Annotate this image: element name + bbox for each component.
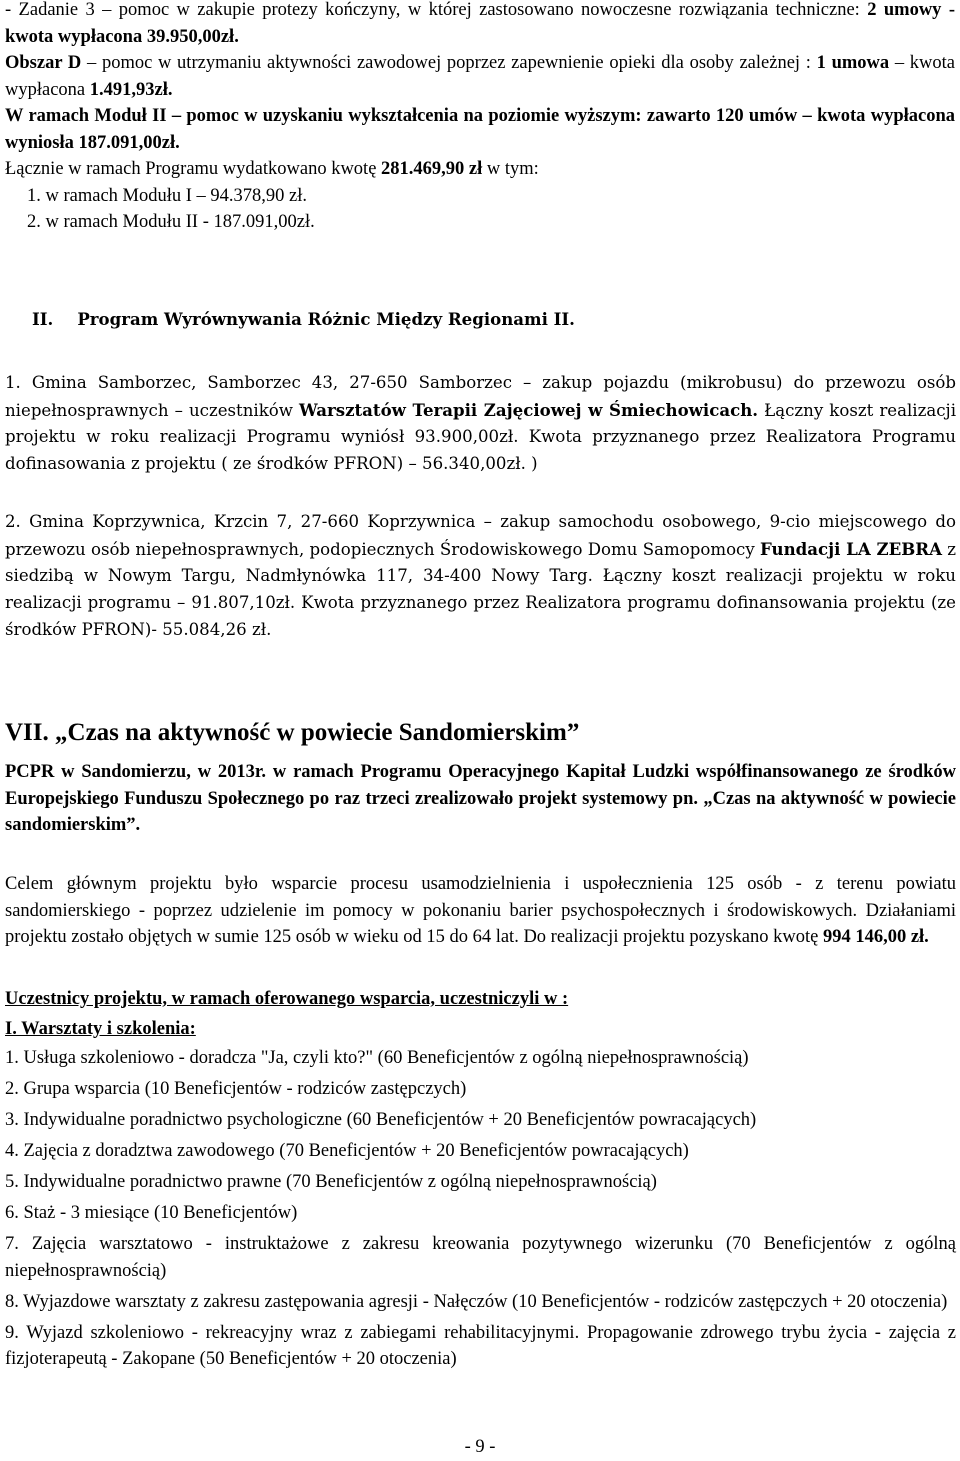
list-item: 1. w ramach Modułu I – 94.378,90 zł. (27, 185, 308, 206)
list-item: 3. Indywidualne poradnictwo psychologiczne (60 Beneficjentów + 20 Beneficjentów powracających) (5, 1110, 757, 1130)
section-ii-number: II. (32, 309, 54, 329)
lacznie-paragraph: Łącznie w ramach Programu wydatkowano kwotę 281.469,90 zł w tym: (5, 159, 539, 179)
list-item: 5. Indywidualne poradnictwo prawne (70 Beneficjentów z ogólną niepełnosprawnością) (5, 1172, 657, 1192)
obszar-d-paragraph: Obszar D – pomoc w utrzymaniu aktywności zawodowej poprzez zapewnienie opieki dla osoby zależnej : 1 umowa – kwota wypłacona 1.491,93zł. (5, 53, 955, 100)
page-number: - 9 - (464, 1437, 496, 1457)
modul-ii-paragraph: W ramach Moduł II – pomoc w uzyskaniu wykształcenia na poziomie wyższym: zawarto 120 umów – kwota wypłacona wyniosła 187.091,00zł. (5, 106, 955, 153)
zadanie3-paragraph: - Zadanie 3 – pomoc w zakupie protezy kończyny, w której zastosowano nowoczesne rozwiązania techniczne: 2 umowy - kwota wypłacona 39.950,00zł. (5, 0, 955, 47)
gmina-koprzywnica-paragraph: 2. Gmina Koprzywnica, Krzcin 7, 27-660 Koprzywnica – zakup samochodu osobowego, 9-cio miejscowego do przewozu osób niepełnosprawnych, podopiecznych Środowiskowego Domu Samopomocy Fundacji LA ZEBRA z siedzibą w Nowym Targu, Nadmłynówka 117, 34-400 Nowy Targ. Łączny koszt realizacji projektu w roku realizacji programu – 91.807,10zł. Kwota przyznanego przez Realizatora programu dofinansowania projektu (ze środków PFRON)- 55.084,26 zł. (5, 512, 956, 639)
list-item: 9. Wyjazd szkoleniowo - rekreacyjny wraz z zabiegami rehabilitacyjnymi. Propagowanie zdrowego trybu życia - zajęcia z fizjoterapeutą - Zakopane (50 Beneficjentów + 20 otoczenia) (5, 1322, 956, 1369)
section-ii-title: Program Wyrównywania Różnic Między Regionami II. (77, 309, 575, 329)
modul-list (5, 183, 955, 236)
list-item: 2. Grupa wsparcia (10 Beneficjentów - rodziców zastępczych) (5, 1079, 467, 1099)
gmina-samborzec-paragraph: 1. Gmina Samborzec, Samborzec 43, 27-650 Samborzec – zakup pojazdu (mikrobusu) do przewozu osób niepełnosprawnych – uczestników Warsztatów Terapii Zajęciowej w Śmiechowicach. Łączny koszt realizacji projektu w roku realizacji Programu wyniósł 93.900,00zł. Kwota przyznanego przez Realizatora Programu dofinasowania z projektu ( ze środków PFRON) – 56.340,00zł. ) (5, 373, 956, 474)
section-vii-heading: VII. „Czas na aktywność w powiecie Sandomierskim” (5, 719, 580, 746)
workshops-list (5, 1045, 956, 1373)
participants-heading: Uczestnicy projektu, w ramach oferowanego wsparcia, uczestniczyli w : (5, 989, 569, 1009)
list-item: 2. w ramach Modułu II - 187.091,00zł. (27, 212, 315, 232)
workshops-heading: I. Warsztaty i szkolenia: (5, 1019, 196, 1039)
section-vii-goal: Celem głównym projektu było wsparcie procesu usamodzielnienia i uspołecznienia 125 osób - z terenu powiatu sandomierskiego - poprzez udzielenie im pomocy w pokonaniu barier psychospołecznych i środowiskowych. Działaniami projektu zostało objętych w sumie 125 osób w wieku od 15 do 64 lat. Do realizacji projektu pozyskano kwotę 994 146,00 zł. (5, 874, 956, 947)
top-section (5, 0, 955, 236)
list-item: 8. Wyjazdowe warsztaty z zakresu zastępowania agresji - Nałęczów (10 Beneficjentów - rodziców zastępczych + 20 otoczenia) (5, 1291, 948, 1312)
section-vii-intro: PCPR w Sandomierzu, w 2013r. w ramach Programu Operacyjnego Kapitał Ludzki współfinansowanego ze środków Europejskiego Funduszu Społecznego po raz trzeci zrealizowało projekt systemowy pn. „Czas na aktywność w powiecie sandomierskim”. (5, 762, 956, 835)
list-item: 4. Zajęcia z doradztwa zawodowego (70 Beneficjentów + 20 Beneficjentów powracających) (5, 1141, 689, 1161)
list-item: 6. Staż - 3 miesiące (10 Beneficjentów) (5, 1203, 298, 1223)
section-ii-heading (32, 306, 932, 333)
list-item: 7. Zajęcia warsztatowo - instruktażowe z zakresu kreowania pozytywnego wizerunku (70 Beneficjentów z ogólną niepełnosprawnością) (5, 1234, 956, 1281)
list-item: 1. Usługa szkoleniowo - doradcza "Ja, czyli kto?" (60 Beneficjentów z ogólną niepełnosprawnością) (5, 1048, 749, 1068)
